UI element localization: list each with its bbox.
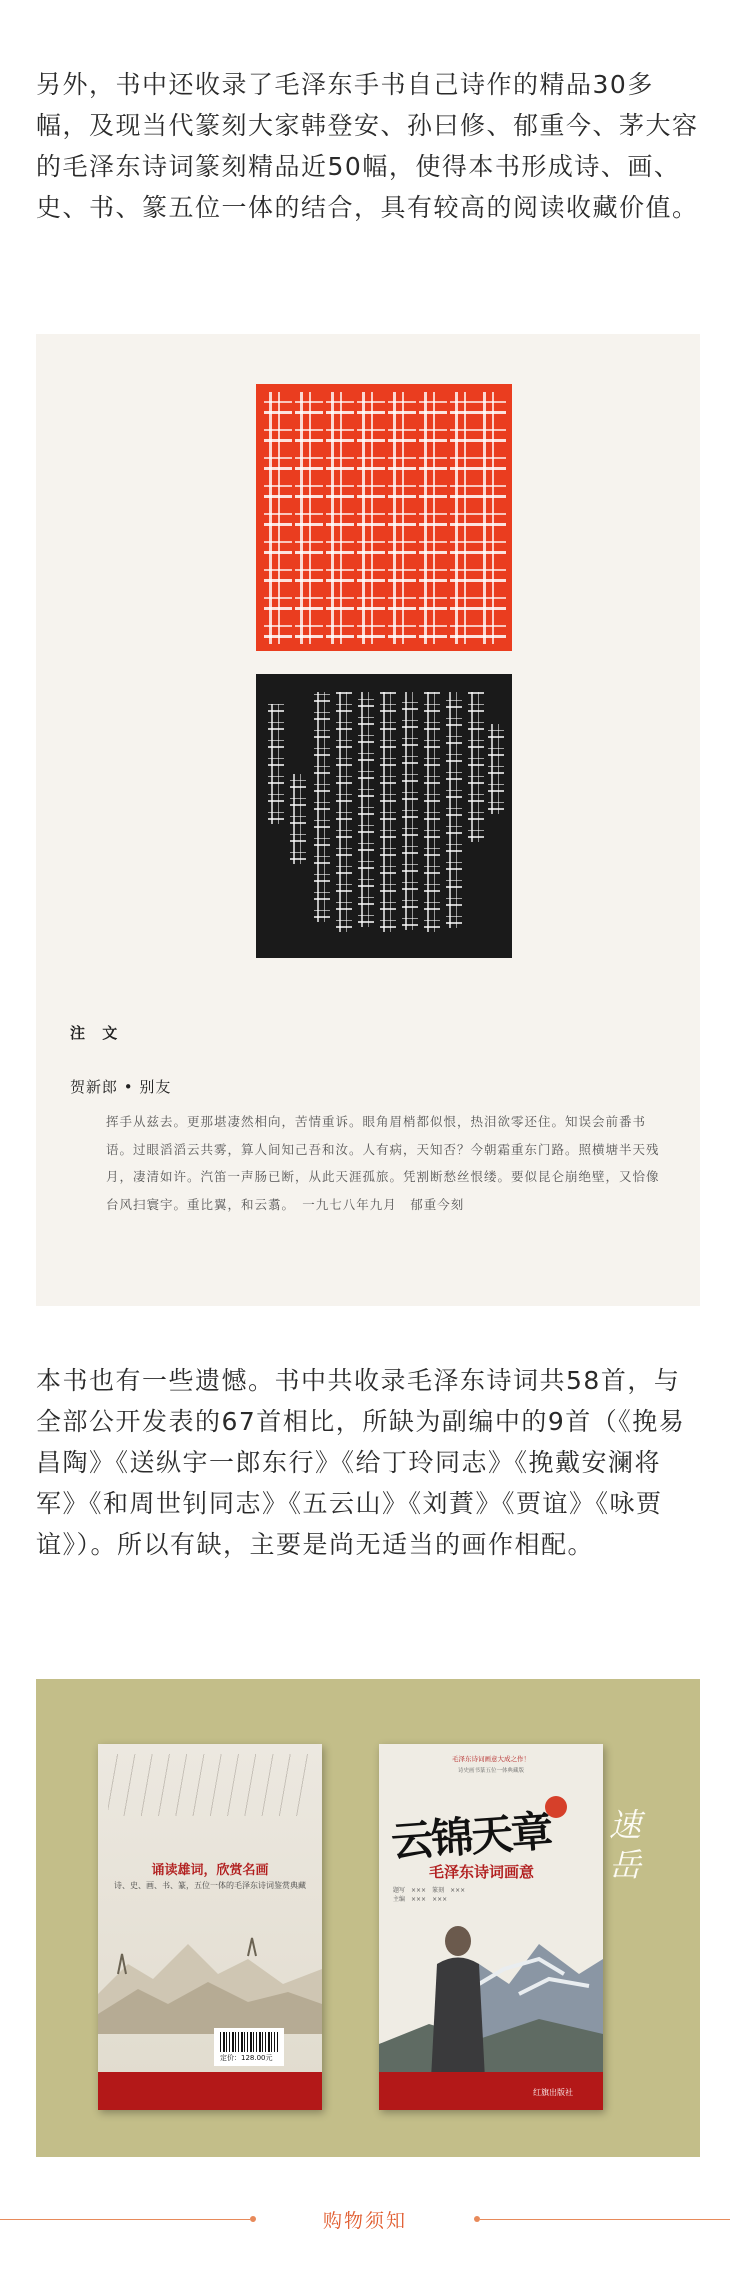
book-title: 云锦天章 — [389, 1806, 553, 1867]
poem-title: 贺新郎 • 别友 — [70, 1078, 172, 1096]
price-label: 定价：128.00元 — [220, 2054, 273, 2062]
footer-label[interactable]: 购物须知 — [322, 2210, 407, 2232]
annotation-heading: 注 文 — [70, 1024, 124, 1042]
red-band — [379, 2072, 603, 2110]
black-rubbing-image — [256, 674, 512, 958]
poem-text: 挥手从兹去。更那堪凄然相向，苦情重诉。眼角眉梢都似恨，热泪欲零还住。知误会前番书语。过眼滔滔云共雾，算人间知己吾和汝。人有病，天知否？今朝霜重东门路。照横塘半天残月，凄清如许。汽笛一声肠已断，从此天涯孤旅。凭割断愁丝恨缕。要似昆仑崩绝壁，又恰像台风扫寰宇。重比翼，和云翥。 一九七八年九月 郁重今刻 — [106, 1114, 660, 1212]
front-cover-tagline-2: 诗史画书篆五位一体典藏版 — [457, 1768, 524, 1774]
front-cover-tagline: 毛泽东诗词画意大成之作！ — [452, 1755, 530, 1763]
portrait-figure — [423, 1919, 493, 2079]
calligraphy-signature: 速岳 — [608, 1806, 641, 1884]
book-back-cover — [98, 1744, 322, 2110]
back-cover-subtitle: 诗、史、画、书、篆，五位一体的毛泽东诗词鉴赏典藏 — [114, 1881, 306, 1890]
book-covers-panel — [36, 1679, 700, 2157]
calligraphy-strip — [108, 1754, 312, 1816]
barcode — [214, 2028, 284, 2066]
book-authors: 题写 ××× 篆刻 ××× 主编 ××× ××× — [393, 1887, 466, 1903]
red-seal-image — [256, 384, 512, 651]
seal-plate — [36, 334, 700, 1306]
back-cover-slogan: 诵读雄词，欣赏名画 — [151, 1863, 269, 1878]
book-front-cover — [379, 1744, 603, 2110]
mountain-painting — [98, 1904, 322, 2034]
second-paragraph: 本书也有一些遗憾。书中共收录毛泽东诗词共58首，与全部公开发表的67首相比，所缺为副编中的9首（《挽易昌陶》《送纵宇一郎东行》《给丁玲同志》《挽戴安澜将军》《和周世钊同志》《五云山》《刘蕡》《贾谊》《咏贾谊》）。所以有缺，主要是尚无适当的画作相配。 — [36, 1366, 686, 1559]
red-band — [98, 2072, 322, 2110]
intro-paragraph: 另外，书中还收录了毛泽东手书自己诗作的精品30多幅，及现当代篆刻大家韩登安、孙曰修、郁重今、茅大容的毛泽东诗词篆刻精品近50幅，使得本书形成诗、画、史、书、篆五位一体的结合，具有较高的阅读收藏价值。 — [36, 70, 699, 222]
publisher: 红旗出版社 — [533, 2088, 573, 2097]
book-subtitle: 毛泽东诗词画意 — [429, 1863, 535, 1881]
footer-divider-right — [480, 2219, 730, 2220]
